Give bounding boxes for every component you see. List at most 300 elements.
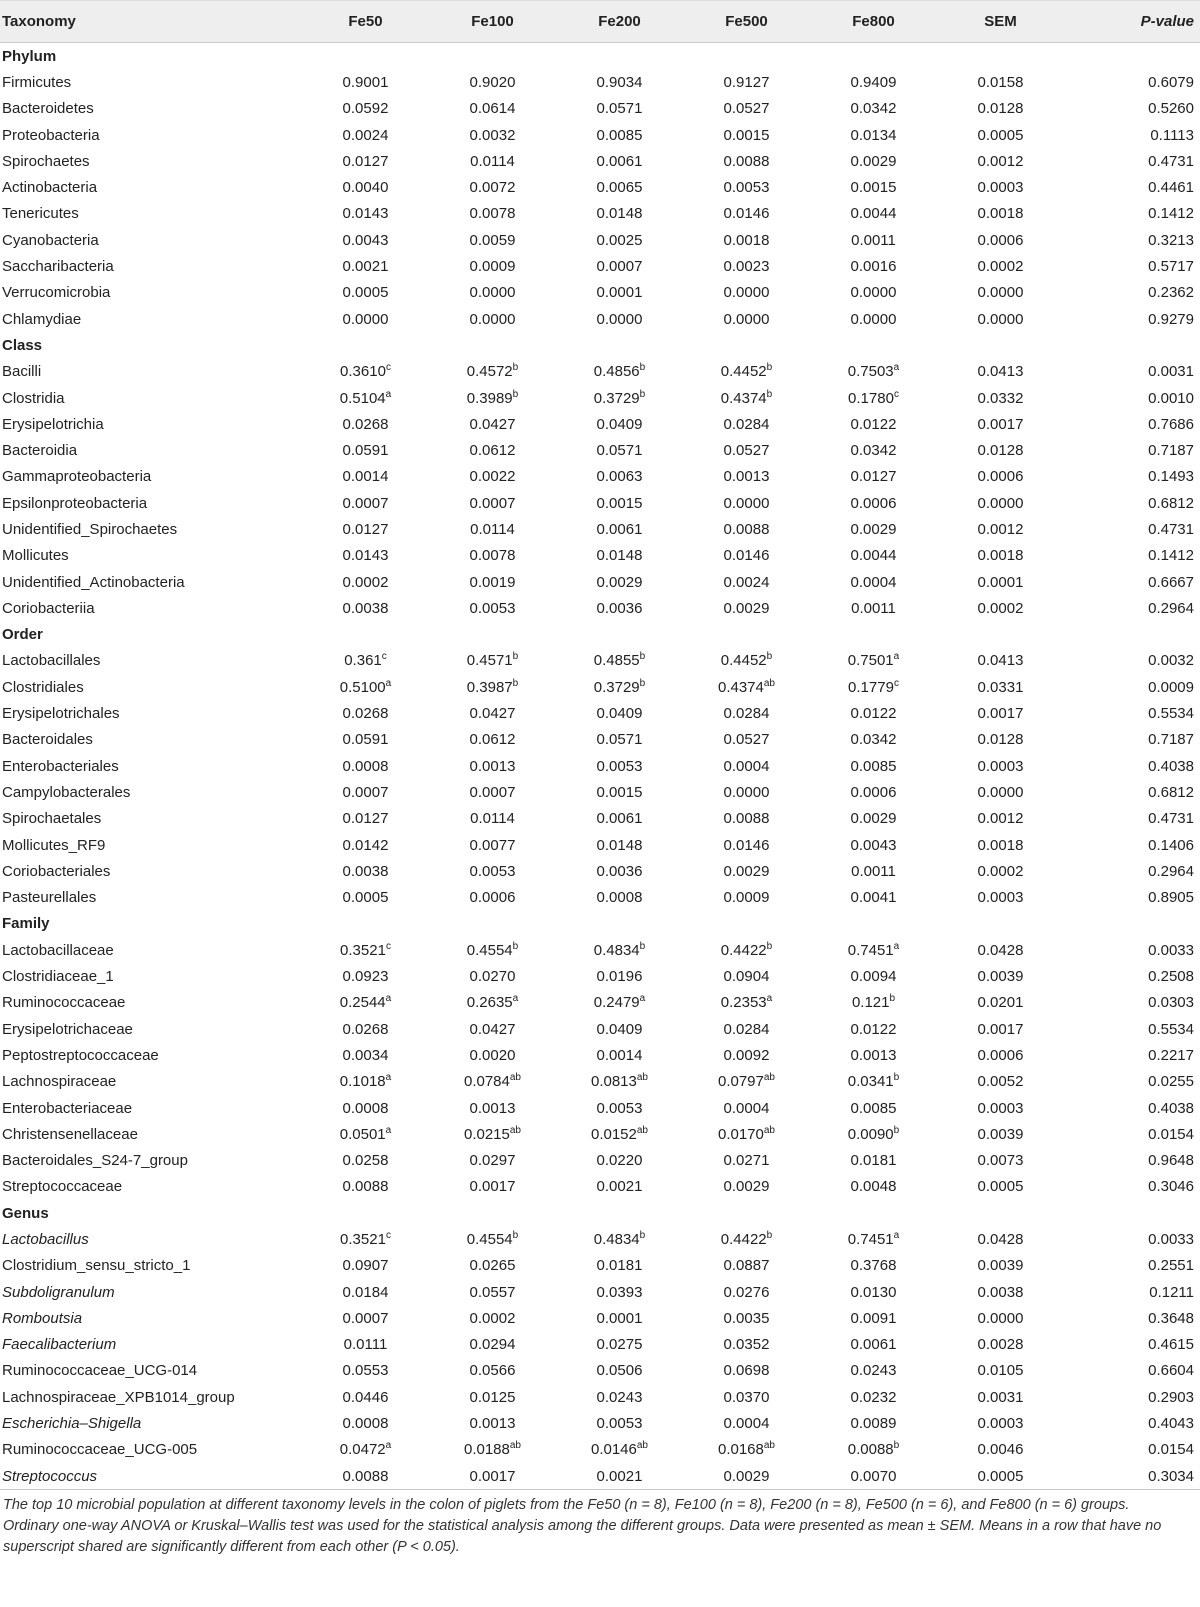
- cell-value: 0.0268: [342, 415, 389, 433]
- cell-value: 0.0553: [342, 1362, 389, 1380]
- value-cell: [429, 253, 556, 279]
- significance-superscript: ab: [763, 677, 775, 689]
- table-row: [0, 122, 1200, 148]
- cell-value: 0.0284: [723, 705, 770, 723]
- value-cell: [810, 779, 937, 805]
- value-cell: [810, 69, 937, 95]
- significance-superscript: b: [639, 388, 646, 400]
- cell-value: 0.0039: [977, 1125, 1024, 1143]
- significance-superscript: b: [512, 677, 519, 689]
- significance-superscript: b: [766, 362, 773, 374]
- table-row: [0, 1463, 1200, 1490]
- cell-value: 0.0043: [850, 836, 897, 854]
- table-row: [0, 411, 1200, 437]
- taxon-name: Bacteroidetes: [2, 100, 94, 118]
- taxon-name: Ruminococcaceae: [2, 994, 126, 1012]
- value-cell: [429, 963, 556, 989]
- cell-value: 0.0003: [977, 757, 1024, 775]
- value-cell: [302, 1069, 429, 1095]
- significance-superscript: b: [893, 1440, 900, 1452]
- cell-value: 0.0370: [723, 1388, 770, 1406]
- cell-value: 0.7501: [847, 652, 894, 670]
- cell-value: 0.0342: [850, 100, 897, 118]
- table-row: [0, 359, 1200, 385]
- cell-value: 0.1412: [1148, 547, 1194, 565]
- taxon-name: Ruminococcaceae_UCG-005: [2, 1441, 198, 1459]
- section-header-row: [0, 43, 1200, 70]
- value-cell: [937, 963, 1064, 989]
- value-cell: [810, 595, 937, 621]
- value-cell: [302, 464, 429, 490]
- significance-superscript: a: [385, 677, 392, 689]
- cell-value: 0.0002: [977, 258, 1024, 276]
- taxon-name: Bacteroidia: [2, 442, 78, 460]
- value-cell: [683, 806, 810, 832]
- value-cell: [429, 1279, 556, 1305]
- value-cell: [302, 174, 429, 200]
- table-row: [0, 937, 1200, 963]
- cell-value: 0.0127: [850, 468, 897, 486]
- value-cell: [429, 280, 556, 306]
- value-cell: [937, 1069, 1064, 1095]
- cell-value: 0.0061: [596, 810, 643, 828]
- header-fe100: Fe100: [429, 1, 556, 43]
- taxon-name: Clostridia: [2, 389, 65, 407]
- header-fe800: Fe800: [810, 1, 937, 43]
- cell-value: 0.0094: [850, 968, 897, 986]
- value-cell: [937, 490, 1064, 516]
- value-cell: [302, 700, 429, 726]
- cell-value: 0.0088: [723, 810, 770, 828]
- cell-value: 0.0053: [596, 757, 643, 775]
- cell-value: 0.2964: [1148, 862, 1194, 880]
- value-cell: [1064, 174, 1200, 200]
- value-cell: [429, 727, 556, 753]
- cell-value: 0.0904: [723, 968, 770, 986]
- taxon-name: Bacilli: [2, 363, 42, 381]
- value-cell: [1064, 385, 1200, 411]
- value-cell: [302, 832, 429, 858]
- value-cell: [810, 1042, 937, 1068]
- cell-value: 0.0134: [850, 126, 897, 144]
- cell-value: 0.0007: [469, 494, 516, 512]
- value-cell: [683, 937, 810, 963]
- value-cell: [810, 122, 937, 148]
- value-cell: [810, 1305, 937, 1331]
- cell-value: 0.4615: [1148, 1336, 1194, 1354]
- value-cell: [937, 595, 1064, 621]
- table-row: [0, 543, 1200, 569]
- cell-value: 0.0000: [977, 310, 1024, 328]
- table-row: [0, 990, 1200, 1016]
- value-cell: [302, 779, 429, 805]
- cell-value: 0.0501: [339, 1125, 386, 1143]
- cell-value: 0.0061: [850, 1336, 897, 1354]
- cell-value: 0.4038: [1148, 757, 1194, 775]
- value-cell: [1064, 779, 1200, 805]
- value-cell: [429, 806, 556, 832]
- significance-superscript: ab: [763, 1124, 775, 1136]
- value-cell: [556, 1069, 683, 1095]
- value-cell: [937, 990, 1064, 1016]
- significance-superscript: a: [385, 1072, 392, 1084]
- cell-value: 0.0038: [342, 862, 389, 880]
- significance-superscript: ab: [636, 1072, 648, 1084]
- value-cell: [302, 1174, 429, 1200]
- value-cell: [683, 727, 810, 753]
- value-cell: [1064, 963, 1200, 989]
- value-cell: [556, 1463, 683, 1490]
- value-cell: [556, 253, 683, 279]
- value-cell: [556, 963, 683, 989]
- cell-value: 0.0146: [723, 205, 770, 223]
- section-label: Family: [2, 915, 50, 933]
- value-cell: [302, 648, 429, 674]
- value-cell: [302, 674, 429, 700]
- table-row: [0, 1121, 1200, 1147]
- value-cell: [556, 1121, 683, 1147]
- cell-value: 0.0029: [850, 520, 897, 538]
- cell-value: 0.0114: [470, 152, 515, 170]
- value-cell: [1064, 1253, 1200, 1279]
- value-cell: [683, 1042, 810, 1068]
- value-cell: [556, 437, 683, 463]
- value-cell: [1064, 148, 1200, 174]
- value-cell: [683, 1332, 810, 1358]
- cell-value: 0.0029: [850, 810, 897, 828]
- taxon-name: Faecalibacterium: [2, 1336, 117, 1354]
- significance-superscript: b: [639, 651, 646, 663]
- cell-value: 0.0063: [596, 468, 643, 486]
- value-cell: [810, 1016, 937, 1042]
- cell-value: 0.0091: [850, 1309, 897, 1327]
- cell-value: 0.4554: [466, 941, 513, 959]
- taxon-name: Bacteroidales_S24-7_group: [2, 1152, 188, 1170]
- value-cell: [429, 1437, 556, 1463]
- cell-value: 0.0003: [977, 889, 1024, 907]
- table-row: [0, 516, 1200, 542]
- value-cell: [429, 1332, 556, 1358]
- value-cell: [556, 306, 683, 332]
- cell-value: 0.0127: [342, 810, 389, 828]
- value-cell: [683, 411, 810, 437]
- cell-value: 0.9034: [596, 73, 643, 91]
- cell-value: 0.0018: [723, 231, 770, 249]
- value-cell: [302, 280, 429, 306]
- value-cell: [429, 885, 556, 911]
- header-taxonomy: Taxonomy: [0, 1, 302, 43]
- value-cell: [810, 201, 937, 227]
- cell-value: 0.0007: [596, 258, 643, 276]
- table-row: [0, 1174, 1200, 1200]
- cell-value: 0.0275: [596, 1336, 643, 1354]
- value-cell: [429, 227, 556, 253]
- cell-value: 0.0018: [977, 547, 1024, 565]
- value-cell: [429, 937, 556, 963]
- significance-superscript: ab: [509, 1440, 521, 1452]
- cell-value: 0.0065: [596, 179, 643, 197]
- cell-value: 0.3521: [340, 1231, 386, 1248]
- value-cell: [683, 963, 810, 989]
- value-cell: [683, 858, 810, 884]
- cell-value: 0.0146: [723, 836, 770, 854]
- cell-value: 0.0034: [342, 1046, 389, 1064]
- table-row: [0, 1095, 1200, 1121]
- value-cell: [556, 674, 683, 700]
- table-row: [0, 648, 1200, 674]
- cell-value: 0.4855: [593, 652, 640, 670]
- cell-value: 0.1018: [339, 1073, 386, 1091]
- value-cell: [683, 201, 810, 227]
- value-cell: [302, 937, 429, 963]
- taxon-name: Actinobacteria: [2, 179, 98, 197]
- cell-value: 0.2903: [1148, 1388, 1194, 1406]
- value-cell: [937, 543, 1064, 569]
- cell-value: 0.0088: [342, 1467, 389, 1485]
- value-cell: [556, 1226, 683, 1252]
- value-cell: [1064, 1121, 1200, 1147]
- value-cell: [937, 1358, 1064, 1384]
- cell-value: 0.0008: [342, 757, 389, 775]
- value-cell: [429, 1226, 556, 1252]
- cell-value: 0.0017: [469, 1467, 516, 1485]
- table-row: [0, 201, 1200, 227]
- value-cell: [429, 148, 556, 174]
- value-cell: [1064, 806, 1200, 832]
- value-cell: [810, 1279, 937, 1305]
- value-cell: [429, 411, 556, 437]
- cell-value: 0.4571: [466, 652, 513, 670]
- cell-value: 0.0303: [1148, 994, 1194, 1012]
- cell-value: 0.0000: [723, 310, 770, 328]
- cell-value: 0.0409: [596, 705, 643, 723]
- cell-value: 0.0232: [850, 1388, 897, 1406]
- cell-value: 0.0122: [850, 415, 897, 433]
- value-cell: [683, 674, 810, 700]
- cell-value: 0.0168: [717, 1441, 764, 1459]
- value-cell: [556, 753, 683, 779]
- value-cell: [1064, 227, 1200, 253]
- value-cell: [937, 1042, 1064, 1068]
- cell-value: 0.0089: [850, 1415, 897, 1433]
- value-cell: [302, 253, 429, 279]
- cell-value: 0.0053: [469, 599, 516, 617]
- value-cell: [556, 464, 683, 490]
- value-cell: [810, 1332, 937, 1358]
- value-cell: [683, 569, 810, 595]
- cell-value: 0.0011: [851, 599, 896, 617]
- cell-value: 0.4374: [720, 389, 767, 407]
- significance-superscript: b: [889, 993, 896, 1005]
- value-cell: [429, 700, 556, 726]
- value-cell: [556, 569, 683, 595]
- value-cell: [429, 385, 556, 411]
- value-cell: [429, 674, 556, 700]
- cell-value: 0.0181: [596, 1257, 643, 1275]
- cell-value: 0.0612: [469, 731, 516, 749]
- cell-value: 0.0000: [850, 310, 897, 328]
- cell-value: 0.0196: [596, 968, 643, 986]
- cell-value: 0.0053: [469, 862, 516, 880]
- value-cell: [683, 385, 810, 411]
- table-body: [0, 43, 1200, 1490]
- significance-superscript: b: [512, 362, 519, 374]
- cell-value: 0.0016: [850, 258, 897, 276]
- table-row: [0, 1332, 1200, 1358]
- cell-value: 0.3521: [340, 941, 386, 959]
- table-row: [0, 1384, 1200, 1410]
- cell-value: 0.2353: [720, 994, 767, 1012]
- cell-value: 0.7503: [847, 363, 894, 381]
- value-cell: [429, 1463, 556, 1490]
- value-cell: [429, 1016, 556, 1042]
- cell-value: 0.0025: [596, 231, 643, 249]
- significance-superscript: b: [639, 940, 646, 952]
- value-cell: [1064, 1332, 1200, 1358]
- value-cell: [556, 937, 683, 963]
- value-cell: [810, 306, 937, 332]
- cell-value: 0.0284: [723, 415, 770, 433]
- value-cell: [429, 96, 556, 122]
- value-cell: [429, 858, 556, 884]
- cell-value: 0.0004: [723, 1415, 770, 1433]
- cell-value: 0.0571: [596, 442, 643, 460]
- cell-value: 0.4422: [720, 941, 767, 959]
- value-cell: [937, 937, 1064, 963]
- cell-value: 0.0271: [723, 1152, 770, 1170]
- cell-value: 0.0088: [723, 152, 770, 170]
- cell-value: 0.0003: [977, 1099, 1024, 1117]
- cell-value: 0.0043: [342, 231, 389, 249]
- cell-value: 0.0004: [723, 757, 770, 775]
- cell-value: 0.9279: [1148, 310, 1194, 328]
- taxon-name: Enterobacteriales: [2, 757, 119, 775]
- value-cell: [1064, 727, 1200, 753]
- value-cell: [810, 885, 937, 911]
- cell-value: 0.0143: [342, 547, 389, 565]
- value-cell: [810, 1121, 937, 1147]
- significance-superscript: c: [385, 362, 391, 374]
- cell-value: 0.0014: [596, 1046, 643, 1064]
- value-cell: [810, 1226, 937, 1252]
- cell-value: 0.0000: [342, 310, 389, 328]
- cell-value: 0.0015: [596, 494, 643, 512]
- cell-value: 0.3046: [1148, 1178, 1194, 1196]
- value-cell: [937, 253, 1064, 279]
- cell-value: 0.0154: [1148, 1441, 1194, 1459]
- cell-value: 0.0015: [723, 126, 770, 144]
- value-cell: [683, 359, 810, 385]
- value-cell: [937, 753, 1064, 779]
- cell-value: 0.0128: [977, 442, 1024, 460]
- value-cell: [302, 306, 429, 332]
- taxon-name: Coriobacteriales: [2, 862, 111, 880]
- significance-superscript: ab: [509, 1124, 521, 1136]
- taxon-name: Ruminococcaceae_UCG-014: [2, 1362, 198, 1380]
- section-label: Genus: [2, 1204, 49, 1222]
- cell-value: 0.0070: [850, 1467, 897, 1485]
- cell-value: 0.0243: [850, 1362, 897, 1380]
- cell-value: 0.0029: [723, 1178, 770, 1196]
- value-cell: [937, 201, 1064, 227]
- cell-value: 0.0907: [342, 1257, 389, 1275]
- value-cell: [429, 1174, 556, 1200]
- value-cell: [937, 1384, 1064, 1410]
- cell-value: 0.0044: [850, 205, 897, 223]
- value-cell: [556, 280, 683, 306]
- table-row: [0, 1016, 1200, 1042]
- cell-value: 0.0009: [723, 889, 770, 907]
- header-fe200: Fe200: [556, 1, 683, 43]
- value-cell: [556, 1332, 683, 1358]
- cell-value: 0.0085: [596, 126, 643, 144]
- value-cell: [810, 148, 937, 174]
- cell-value: 0.9648: [1148, 1152, 1194, 1170]
- significance-superscript: c: [381, 651, 387, 663]
- cell-value: 0.0332: [977, 389, 1024, 407]
- cell-value: 0.0008: [342, 1099, 389, 1117]
- value-cell: [810, 359, 937, 385]
- significance-superscript: a: [639, 993, 646, 1005]
- taxon-name: Unidentified_Spirochaetes: [2, 520, 178, 538]
- value-cell: [810, 464, 937, 490]
- cell-value: 0.0015: [850, 179, 897, 197]
- value-cell: [937, 885, 1064, 911]
- cell-value: 0.0085: [850, 757, 897, 775]
- table-row: [0, 727, 1200, 753]
- value-cell: [937, 1226, 1064, 1252]
- cell-value: 0.0006: [977, 231, 1024, 249]
- taxon-name: Lactobacillus: [2, 1231, 89, 1248]
- value-cell: [810, 700, 937, 726]
- value-cell: [937, 858, 1064, 884]
- cell-value: 0.1780: [848, 389, 894, 407]
- cell-value: 0.0265: [469, 1257, 516, 1275]
- cell-value: 0.0031: [1148, 363, 1194, 381]
- value-cell: [302, 1016, 429, 1042]
- header-sem: SEM: [937, 1, 1064, 43]
- cell-value: 0.0268: [342, 705, 389, 723]
- header-fe500: Fe500: [683, 1, 810, 43]
- table-row: [0, 1226, 1200, 1252]
- cell-value: 0.0000: [596, 310, 643, 328]
- cell-value: 0.0393: [596, 1283, 643, 1301]
- cell-value: 0.4856: [593, 363, 640, 381]
- cell-value: 0.0592: [342, 100, 389, 118]
- value-cell: [937, 1410, 1064, 1436]
- cell-value: 0.0409: [596, 1020, 643, 1038]
- cell-value: 0.0032: [469, 126, 516, 144]
- significance-superscript: a: [385, 993, 392, 1005]
- cell-value: 0.0003: [977, 179, 1024, 197]
- significance-superscript: c: [893, 388, 899, 400]
- cell-value: 0.0122: [850, 1020, 897, 1038]
- cell-value: 0.9127: [723, 73, 770, 91]
- value-cell: [810, 516, 937, 542]
- significance-superscript: c: [385, 940, 391, 952]
- value-cell: [683, 69, 810, 95]
- cell-value: 0.0342: [850, 731, 897, 749]
- cell-value: 0.0078: [469, 547, 516, 565]
- cell-value: 0.0006: [977, 468, 1024, 486]
- value-cell: [556, 1042, 683, 1068]
- value-cell: [937, 437, 1064, 463]
- cell-value: 0.0923: [342, 968, 389, 986]
- cell-value: 0.4572: [466, 363, 513, 381]
- value-cell: [937, 727, 1064, 753]
- value-cell: [302, 1121, 429, 1147]
- table-row: [0, 148, 1200, 174]
